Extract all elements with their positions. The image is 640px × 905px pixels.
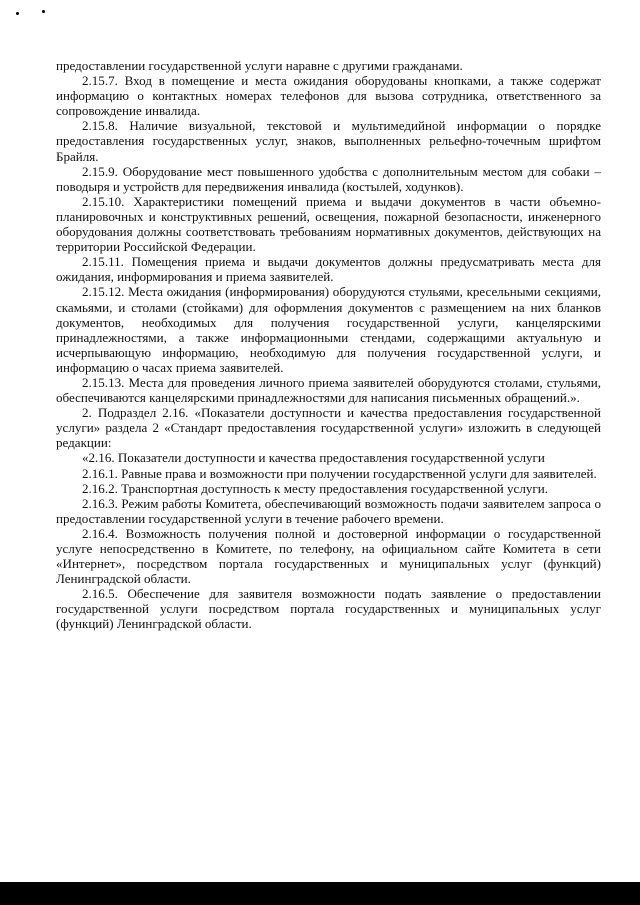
document-text [56,58,601,632]
paragraph: 2.16.2. Транспортная доступность к месту предоставления государственной услуги. [82,480,548,496]
scan-bottom-border [0,882,640,905]
paragraph: 2.15.9. Оборудование мест повышенного удобства с дополнительным местом для собаки – поводыря и устройств для передвижения инвалида (костылей, ходунков). [56,163,601,194]
paragraph: 2.15.11. Помещения приема и выдачи документов должны предусматривать места для ожидания, информирования и приема заявителей. [56,254,601,285]
scan-speck [16,12,19,15]
paragraph: 2.16.1. Равные права и возможности при получении государственной услуги для заявителей. [82,465,597,481]
paragraph: 2.16.4. Возможность получения полной и достоверной информации о государственной услуге непосредственно в Комитете, по телефону, на официальном сайте Комитета в сети «Интернет», посредством портала государственных и муниципальных услуг (функций) Ленинградской области. [56,525,601,587]
paragraph: 2.16.3. Режим работы Комитета, обеспечивающий возможность подачи заявителем запроса о предоставлении государственной услуги в течение рабочего времени. [56,495,601,526]
paragraph: 2. Подраздел 2.16. «Показатели доступности и качества предоставления государственной услуги» раздела 2 «Стандарт предоставления государственной услуги» изложить в следующей редакции: [56,405,601,451]
paragraph: 2.15.12. Места ожидания (информирования) оборудуются стульями, кресельными секциями, скамьями, и столами (стойками) для оформления документов с размещением на них бланков документов, необходимых для получения государственной услуги, канцелярскими принадлежностями, а также информационными стендами, содержащими актуальную и исчерпывающую информацию, необходимую для получения государственной услуги, и информацию о часах приема заявителей. [56,284,601,375]
paragraph: 2.15.10. Характеристики помещений приема и выдачи документов в части объемно-планировочных и конструктивных решений, освещения, пожарной безопасности, инженерного оборудования должны соответствовать требованиям нормативных документов, действующих на территории Российской Федерации. [56,193,601,255]
paragraph: 2.16.5. Обеспечение для заявителя возможности подать заявление о предоставлении государственной услуги посредством портала государственных и муниципальных услуг (функций) Ленинградской области. [56,586,601,632]
scan-speck [42,10,45,13]
paragraph: «2.16. Показатели доступности и качества предоставления государственной услуги [82,450,545,466]
paragraph: 2.15.8. Наличие визуальной, текстовой и мультимедийной информации о порядке предоставления государственных услуг, знаков, выполненных рельефно-точечным шрифтом Брайля. [56,118,601,164]
paragraph: 2.15.13. Места для проведения личного приема заявителей оборудуются столами, стульями, обеспечиваются канцелярскими принадлежностями для написания письменных обращений.». [56,374,601,406]
paragraph: предоставлении государственной услуги наравне с другими гражданами. [56,58,463,73]
paragraph: 2.15.7. Вход в помещение и места ожидания оборудованы кнопками, а также содержат информацию о контактных номерах телефонов для вызова сотрудника, ответственного за сопровождение инвалида. [56,73,601,119]
